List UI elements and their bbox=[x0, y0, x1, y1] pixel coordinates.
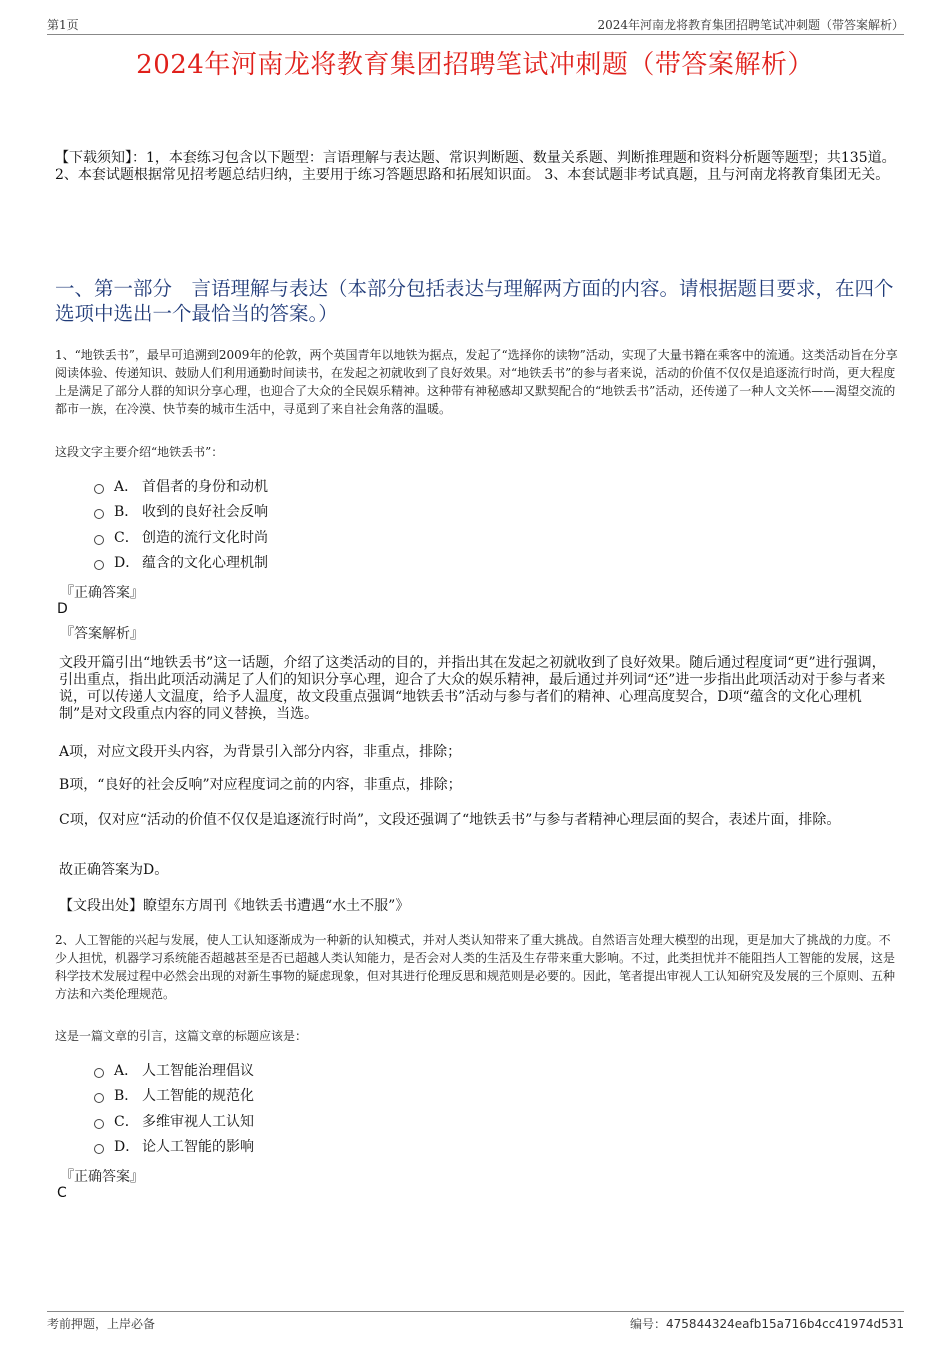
radio-button[interactable] bbox=[94, 535, 104, 545]
footer-code bbox=[630, 1315, 904, 1332]
page-number: 第1页 bbox=[47, 18, 79, 32]
question-1-answer: D bbox=[57, 601, 68, 617]
option-b[interactable] bbox=[94, 499, 268, 525]
radio-button[interactable] bbox=[94, 1119, 104, 1129]
option-text: 人工智能的规范化 bbox=[142, 1088, 254, 1105]
option-text: 多维审视人工认知 bbox=[142, 1113, 254, 1130]
footer-code-value: 475844324eafb15a716b4cc41974d531 bbox=[666, 1317, 904, 1331]
question-1-body: 1、“地铁丢书”，最早可追溯到2009年的伦敦，两个英国青年以地铁为据点，发起了“选择你的读物”活动，实现了大量书籍在乘客中的流通。这类活动旨在分享阅读体验、传递知识、鼓励人们利用通勤时间读书，在发起之初就收到了良好效果。对“地铁丢书”的参与者来说，活动的价值不仅仅是追逐流行时尚，更大程度上是满足了部分人群的知识分享心理，也迎合了大众的全民娱乐精神。这种带有神秘感却又默契配合的“地铁丢书”活动，还传递了一种人文关怀——渴望交流的都市一族，在冷漠、快节奏的城市生活中，寻觅到了来自社会角落的温暖。 bbox=[55, 348, 898, 416]
question-2-answer-label: 『正确答案』 bbox=[60, 1169, 144, 1185]
option-letter: A． bbox=[114, 1062, 139, 1079]
question-1-options bbox=[94, 473, 268, 575]
option-text: 收到的良好社会反响 bbox=[142, 504, 268, 521]
option-text: 创造的流行文化时尚 bbox=[142, 529, 268, 546]
option-text: 人工智能治理倡议 bbox=[142, 1062, 254, 1079]
option-text: 论人工智能的影响 bbox=[142, 1139, 254, 1156]
analysis-paragraph: C项，仅对应“活动的价值不仅仅是追逐流行时尚”，文段还强调了“地铁丢书”与参与者精神心理层面的契合，表述片面，排除。 bbox=[59, 812, 841, 828]
question-1-answer-label: 『正确答案』 bbox=[60, 585, 144, 601]
option-d[interactable] bbox=[94, 1134, 254, 1160]
option-letter: D． bbox=[114, 555, 140, 572]
page-footer bbox=[47, 1311, 904, 1332]
radio-button[interactable] bbox=[94, 509, 104, 519]
radio-button[interactable] bbox=[94, 560, 104, 570]
option-b[interactable] bbox=[94, 1083, 254, 1109]
analysis-paragraph: A项，对应文段开头内容，为背景引入部分内容，非重点，排除； bbox=[59, 744, 462, 760]
option-letter: C． bbox=[114, 529, 139, 546]
option-c[interactable] bbox=[94, 1108, 254, 1134]
option-a[interactable] bbox=[94, 1057, 254, 1083]
header-doc-title: 2024年河南龙将教育集团招聘笔试冲刺题（带答案解析） bbox=[597, 18, 904, 32]
option-letter: D． bbox=[114, 1139, 140, 1156]
question-1-analysis-label: 『答案解析』 bbox=[60, 626, 144, 642]
radio-button[interactable] bbox=[94, 1144, 104, 1154]
analysis-paragraph: 文段开篇引出“地铁丢书”这一话题，介绍了这类活动的目的，并指出其在发起之初就收到了良好效果。随后通过程度词“更”进行强调，引出重点，指出此项活动满足了人们的知识分享心理，迎合了大众的娱乐精神，最后通过并列词“还”进一步指出此项活动对于参与者来说，可以传递人文温度，给予人温度，故文段重点强调“地铁丢书”活动与参与者们的精神、心理高度契合，D项“蕴含的文化心理机制”是对文段重点内容的同义替换，当选。 bbox=[59, 655, 886, 722]
question-2-answer: C bbox=[57, 1185, 67, 1201]
option-d[interactable] bbox=[94, 550, 268, 576]
radio-button[interactable] bbox=[94, 484, 104, 494]
option-letter: C． bbox=[114, 1113, 139, 1130]
option-letter: B． bbox=[114, 1088, 139, 1105]
document-title: 2024年河南龙将教育集团招聘笔试冲刺题（带答案解析） bbox=[136, 50, 814, 80]
option-c[interactable] bbox=[94, 524, 268, 550]
question-2-body: 2、人工智能的兴起与发展，使人工认知逐渐成为一种新的认知模式，并对人类认知带来了重大挑战。自然语言处理大模型的出现，更是加大了挑战的力度。不少人担忧，机器学习系统能否超越甚至是否已超越人类认知能力，是否会对人类的生活及生存带来重大影响。不过，此类担忧并不能阻挡人工智能的发展，这是科学技术发展过程中必然会出现的对新生事物的疑虑现象，但对其进行伦理反思和规范则是必要的。因此，笔者提出审视人工认知研究及发展的三个原则、五种方法和六类伦理规范。 bbox=[55, 933, 896, 1001]
question-2-prompt: 这是一篇文章的引言，这篇文章的标题应该是： bbox=[55, 1029, 308, 1043]
analysis-source: 【文段出处】瞭望东方周刊《地铁丢书遭遇“水土不服”》 bbox=[59, 898, 410, 914]
analysis-paragraph: B项，“良好的社会反响”对应程度词之前的内容，非重点，排除； bbox=[59, 777, 462, 793]
page-header bbox=[47, 14, 904, 35]
download-notice: 【下载须知】：1，本套练习包含以下题型：言语理解与表达题、常识判断题、数量关系题、判断推理题和资料分析题等题型；共135道。 2、本套试题根据常见招考题总结归纳，主要用于练习答题思路和拓展知识面。 3、本套试题非考试真题，且与河南龙将教育集团无关。 bbox=[55, 150, 896, 183]
question-1-prompt: 这段文字主要介绍“地铁丢书”： bbox=[55, 445, 224, 459]
radio-button[interactable] bbox=[94, 1068, 104, 1078]
footer-code-label: 编号： bbox=[630, 1317, 667, 1331]
radio-button[interactable] bbox=[94, 1093, 104, 1103]
option-letter: A． bbox=[114, 478, 139, 495]
question-2-options bbox=[94, 1057, 254, 1159]
option-a[interactable] bbox=[94, 473, 268, 499]
footer-slogan: 考前押题，上岸必备 bbox=[47, 1317, 156, 1331]
option-letter: B． bbox=[114, 504, 139, 521]
option-text: 蕴含的文化心理机制 bbox=[142, 555, 268, 572]
analysis-paragraph: 故正确答案为D。 bbox=[59, 862, 169, 878]
option-text: 首倡者的身份和动机 bbox=[142, 478, 268, 495]
section-heading: 一、第一部分 言语理解与表达（本部分包括表达与理解两方面的内容。请根据题目要求，在四个选项中选出一个最恰当的答案。） bbox=[55, 277, 894, 325]
